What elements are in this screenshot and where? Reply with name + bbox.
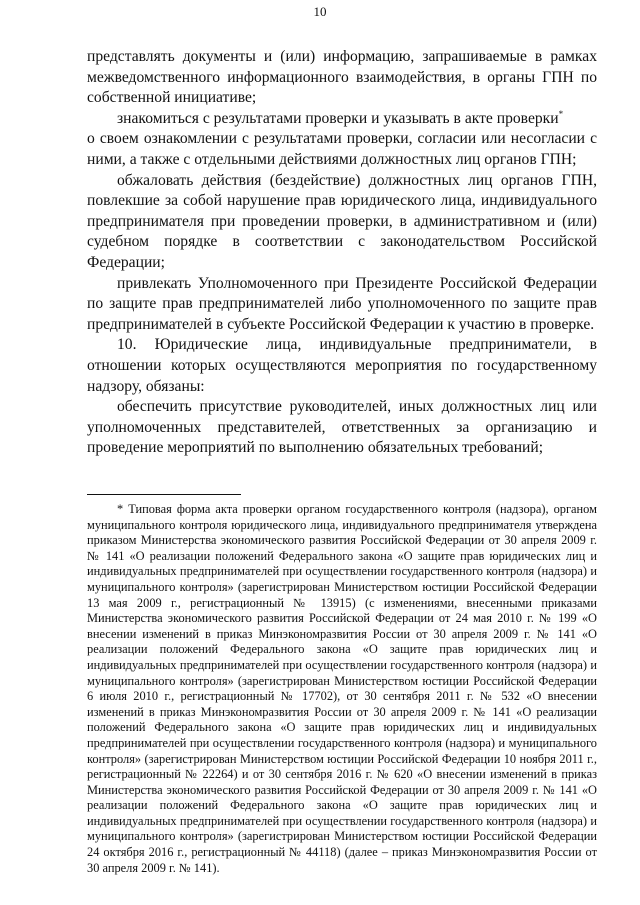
page-number: 10 <box>313 4 327 19</box>
paragraph-ombudsman: привлекать Уполномоченного при Президенте Российской Федерации по защите прав предпринимателей либо уполномоченного по защите прав предпринимателей в субъекте Российской Федерации к участию в проверке. <box>87 274 597 333</box>
main-text <box>87 47 597 459</box>
footnote-text: Типовая форма акта проверки органом государственного контроля (надзора), органом муниципального контроля юридического лица, индивидуального предпринимателя утверждена приказом Министерства экономического развития Российской Федерации от 30 апреля 2009 г. № 141 «О реализации положений Федерального закона «О защите прав юридических лиц и индивидуальных предпринимателей при осуществлении государственного контроля (надзора) и муниципального контроля» (зарегистрирован Министерством юстиции Российской Федерации 13 мая 2009 г., регистрационный № 13915) (с изменениями, внесенными приказами Министерства экономического развития Российской Федерации от 24 мая 2010 г. № 199 «О внесении изменений в приказ Минэкономразвития России от 30 апреля 2009 г. № 141 «О реализации положений Федерального закона «О защите прав юридических лиц и индивидуальных предпринимателей при осуществлении государственного контроля (надзора) и муниципального контроля» (зарегистрирован Министерством юстиции Российской Федерации 6 июля 2010 г., регистрационный № 17702), от 30 сентября 2011 г. № 532 «О внесении изменений в приказ Минэкономразвития России от 30 апреля 2009 г. № 141 «О реализации положений Федерального закона «О защите прав юридических лиц и индивидуальных предпринимателей при осуществлении государственного контроля (надзора) и муниципального контроля» (зарегистрирован Министерством юстиции Российской Федерации 10 ноября 2011 г., регистрационный № 22264) и от 30 сентября 2016 г. № 620 «О внесении изменений в приказ Министерства экономического развития Российской Федерации от 30 апреля 2009 г. № 141 «О реализации положений Федерального закона «О защите прав юридических лиц и индивидуальных предпринимателей при осуществлении государственного контроля (надзора) и муниципального контроля» (зарегистрирован Министерством юстиции Российской Федерации 24 октября 2016 г., регистрационный № 44118) (далее – приказ Минэкономразвития России от 30 апреля 2009 г. № 141). <box>87 502 597 875</box>
footnote-paragraph <box>87 502 597 876</box>
paragraph-acquaintance: о своем ознакомлении с результатами проверки, согласии или несогласии с ними, а также с отдельными действиями должностных лиц органов ГПН; <box>87 130 597 168</box>
paragraph-ensure-presence: обеспечить присутствие руководителей, иных должностных лиц или уполномоченных представителей, ответственных за организацию и проведение мероприятий по выполнению обязательных требований; <box>87 398 597 457</box>
footnote-reference: * <box>558 108 564 119</box>
footnote-marker: * <box>117 502 124 516</box>
paragraph-section-10: 10. Юридические лица, индивидуальные предприниматели, в отношении которых осуществляются мероприятия по государственному надзору, обязаны: <box>87 336 597 395</box>
footnote <box>87 502 597 876</box>
paragraph-documents: представлять документы и (или) информацию, запрашиваемые в рамках межведомственного информационного взаимодействия, в органы ГПН по собственной инициативе; <box>87 48 597 107</box>
footnote-separator <box>87 494 241 495</box>
paragraph-review-results-text: знакомиться с результатами проверки и указывать в акте проверки <box>117 109 559 127</box>
paragraph-review-results <box>87 109 597 130</box>
paragraph-appeal: обжаловать действия (бездействие) должностных лиц органов ГПН, повлекшие за собой нарушение прав юридического лица, индивидуального предпринимателя при проведении проверки, в административном и (или) судебном порядке в соответствии с законодательством Российской Федерации; <box>87 171 597 271</box>
